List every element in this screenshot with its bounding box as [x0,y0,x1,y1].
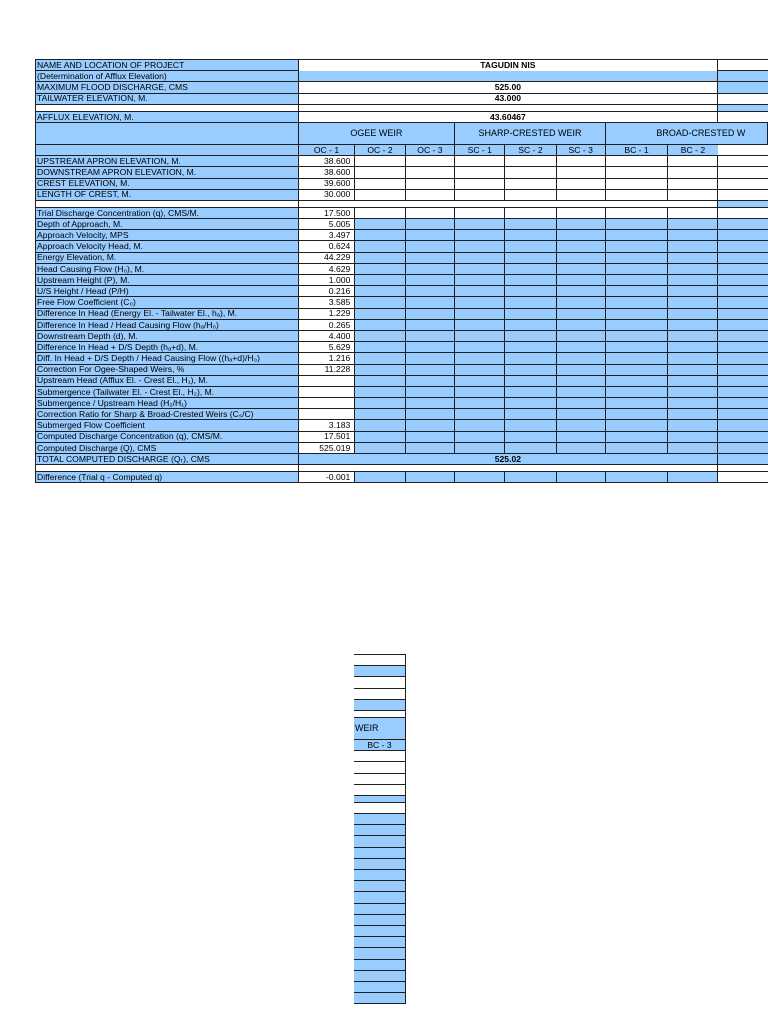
input-cell[interactable] [556,319,605,330]
second-page-fragment [354,654,406,1004]
row-label[interactable]: Computed Discharge (Q), CMS [36,442,299,453]
input-cell[interactable] [455,364,505,375]
input-cell[interactable] [505,286,556,297]
input-cell[interactable] [405,330,454,341]
input-cell[interactable] [355,219,405,230]
oc1-value-cell[interactable]: 0.216 [298,286,355,297]
oc1-value-cell[interactable]: 0.265 [298,319,355,330]
input-cell[interactable] [455,386,505,397]
input-cell[interactable] [556,230,605,241]
column-header-bc-3[interactable]: BC - 3 [354,739,406,750]
input-cell[interactable] [605,398,667,409]
input-cell[interactable] [505,398,556,409]
row-label[interactable]: Depth of Approach, M. [36,219,299,230]
input-cell[interactable] [605,308,667,319]
input-cell[interactable] [668,420,718,431]
input-cell[interactable] [455,297,505,308]
input-cell[interactable] [355,420,405,431]
input-cell[interactable] [405,219,454,230]
input-cell[interactable] [355,252,405,263]
afflux-label-cell[interactable]: AFFLUX ELEVATION, M. [36,111,299,122]
input-cell[interactable] [405,375,454,386]
input-cell[interactable] [455,207,505,218]
input-cell[interactable] [556,420,605,431]
column-header-oc-1[interactable]: OC - 1 [298,144,355,155]
input-cell[interactable] [355,308,405,319]
oc1-value-cell[interactable] [298,409,355,420]
input-cell[interactable] [505,275,556,286]
input-cell[interactable] [455,263,505,274]
input-cell[interactable] [556,308,605,319]
input-cell[interactable] [405,241,454,252]
table-row [36,178,768,189]
input-cell[interactable] [668,330,718,341]
input-cell[interactable] [355,330,405,341]
input-cell[interactable] [505,375,556,386]
input-cell[interactable] [455,167,505,178]
input-cell[interactable] [668,364,718,375]
input-cell[interactable] [668,263,718,274]
column-header-oc-3[interactable]: OC - 3 [405,144,454,155]
input-cell[interactable] [355,167,405,178]
input-cell[interactable] [605,275,667,286]
input-cell[interactable] [668,442,718,453]
input-cell[interactable] [668,189,718,200]
input-cell[interactable] [455,342,505,353]
table-row [36,189,768,200]
column-header-oc-2[interactable]: OC - 2 [355,144,405,155]
total-label-cell[interactable]: TOTAL COMPUTED DISCHARGE (Qₜ), CMS [36,454,299,465]
table-row [36,353,768,364]
input-cell[interactable] [556,167,605,178]
input-cell[interactable] [405,420,454,431]
input-cell[interactable] [556,398,605,409]
input-cell[interactable] [605,342,667,353]
input-cell[interactable] [455,375,505,386]
broad-crested-weir-header[interactable]: BROAD-CRESTED W [605,122,767,144]
input-cell[interactable] [405,442,454,453]
input-cell[interactable] [668,167,718,178]
input-cell[interactable] [355,431,405,442]
input-cell[interactable] [556,442,605,453]
input-cell[interactable] [355,156,405,167]
difference-label-cell[interactable]: Difference (Trial q - Computed q) [36,472,299,483]
input-cell[interactable] [455,409,505,420]
subtitle-cell[interactable]: (Determination of Afflux Elevation) [36,71,299,82]
input-cell[interactable] [668,297,718,308]
input-cell[interactable] [605,364,667,375]
input-cell[interactable] [605,230,667,241]
row-label[interactable]: Free Flow Coefficient (C₀) [36,297,299,308]
input-cell[interactable] [505,319,556,330]
oc1-value-cell[interactable] [298,375,355,386]
oc1-value-cell[interactable]: 17.500 [298,207,355,218]
input-cell[interactable] [405,207,454,218]
input-cell[interactable] [355,189,405,200]
total-value-cell[interactable]: 525.02 [298,454,718,465]
input-cell[interactable] [556,330,605,341]
input-cell[interactable] [605,263,667,274]
input-cell[interactable] [505,263,556,274]
input-cell[interactable] [556,364,605,375]
oc1-value-cell[interactable]: 1.216 [298,353,355,364]
input-cell[interactable] [505,353,556,364]
sharp-crested-weir-header[interactable]: SHARP-CRESTED WEIR [455,122,606,144]
column-header-sc-1[interactable]: SC - 1 [455,144,505,155]
row-label[interactable]: Correction For Ogee-Shaped Weirs, % [36,364,299,375]
input-cell[interactable] [455,330,505,341]
input-cell[interactable] [405,286,454,297]
input-cell[interactable] [505,431,556,442]
table-row [36,330,768,341]
input-cell[interactable] [605,178,667,189]
input-cell[interactable] [355,398,405,409]
input-cell[interactable] [405,189,454,200]
input-cell[interactable] [455,420,505,431]
input-cell[interactable] [505,442,556,453]
input-cell[interactable] [505,207,556,218]
input-cell[interactable] [455,353,505,364]
tailwater-label-cell[interactable]: TAILWATER ELEVATION, M. [36,93,299,104]
input-cell[interactable] [505,252,556,263]
input-cell[interactable] [668,386,718,397]
input-cell[interactable] [455,308,505,319]
input-cell[interactable] [405,263,454,274]
input-cell[interactable] [668,286,718,297]
input-cell[interactable] [668,375,718,386]
input-cell[interactable] [355,375,405,386]
table-row [36,420,768,431]
input-cell[interactable] [455,241,505,252]
input-cell[interactable] [505,178,556,189]
input-cell[interactable] [668,178,718,189]
input-cell[interactable] [455,275,505,286]
input-cell[interactable] [668,241,718,252]
row-label[interactable]: Approach Velocity Head, M. [36,241,299,252]
input-cell[interactable] [505,386,556,397]
row-label[interactable]: Correction Ratio for Sharp & Broad-Crested Weirs (Cₛ/C) [36,409,299,420]
row-label[interactable]: Computed Discharge Concentration (q), CMS/M. [36,431,299,442]
oc1-value-cell[interactable]: 1.229 [298,308,355,319]
input-cell[interactable] [505,230,556,241]
input-cell[interactable] [405,297,454,308]
table-row [36,286,768,297]
row-label[interactable]: Approach Velocity, MPS [36,230,299,241]
input-cell[interactable] [455,319,505,330]
column-header-bc-2[interactable]: BC - 2 [668,144,718,155]
input-cell[interactable] [556,219,605,230]
table-row [36,308,768,319]
column-header-sc-2[interactable]: SC - 2 [505,144,556,155]
flood-value-cell[interactable]: 525.00 [298,82,718,93]
input-cell[interactable] [355,178,405,189]
table-row [36,241,768,252]
tailwater-value-cell[interactable]: 43.000 [298,93,718,104]
difference-value-cell[interactable]: -0.001 [298,472,355,483]
broad-crested-weir-tail[interactable]: WEIR [354,717,406,739]
oc1-value-cell[interactable]: 0.624 [298,241,355,252]
input-cell[interactable] [455,286,505,297]
input-cell[interactable] [455,398,505,409]
row-label[interactable]: Difference In Head + D/S Depth (hₐ+d), M. [36,342,299,353]
table-row [36,263,768,274]
input-cell[interactable] [355,207,405,218]
table-row [36,342,768,353]
input-cell[interactable] [556,252,605,263]
row-label[interactable]: Energy Elevation, M. [36,252,299,263]
input-cell[interactable] [355,286,405,297]
row-label[interactable]: Downstream Depth (d), M. [36,330,299,341]
oc1-value-cell[interactable]: 525.019 [298,442,355,453]
input-cell[interactable] [505,167,556,178]
row-label[interactable]: Submerged Flow Coefficient [36,420,299,431]
oc1-value-cell[interactable] [298,398,355,409]
input-cell[interactable] [556,386,605,397]
input-cell[interactable] [505,342,556,353]
input-cell[interactable] [605,241,667,252]
input-cell[interactable] [605,330,667,341]
input-cell[interactable] [668,398,718,409]
input-cell[interactable] [556,263,605,274]
table-row [36,364,768,375]
table-row [36,442,768,453]
input-cell[interactable] [605,353,667,364]
input-cell[interactable] [455,219,505,230]
afflux-value-cell[interactable]: 43.60467 [298,111,718,122]
ogee-weir-header[interactable]: OGEE WEIR [298,122,455,144]
oc1-value-cell[interactable] [298,386,355,397]
input-cell[interactable] [505,308,556,319]
row-label[interactable]: Submergence / Upstream Head (H₂/H₁) [36,398,299,409]
input-cell[interactable] [355,442,405,453]
input-cell[interactable] [556,275,605,286]
input-cell[interactable] [355,275,405,286]
input-cell[interactable] [355,409,405,420]
input-cell[interactable] [455,178,505,189]
row-label[interactable]: Upstream Height (P), M. [36,275,299,286]
input-cell[interactable] [405,319,454,330]
flood-label-cell[interactable]: MAXIMUM FLOOD DISCHARGE, CMS [36,82,299,93]
table-row [36,252,768,263]
input-cell[interactable] [405,167,454,178]
oc1-value-cell[interactable]: 4.629 [298,263,355,274]
input-cell[interactable] [605,420,667,431]
input-cell[interactable] [505,241,556,252]
input-cell[interactable] [355,319,405,330]
input-cell[interactable] [355,342,405,353]
oc1-value-cell[interactable]: 38.600 [298,156,355,167]
input-cell[interactable] [605,431,667,442]
table-row [36,156,768,167]
input-cell[interactable] [355,364,405,375]
input-cell[interactable] [556,207,605,218]
input-cell[interactable] [405,308,454,319]
input-cell[interactable] [455,472,505,483]
input-cell[interactable] [505,472,556,483]
input-cell[interactable] [668,219,718,230]
oc1-value-cell[interactable]: 3.497 [298,230,355,241]
oc1-value-cell[interactable]: 5.005 [298,219,355,230]
input-cell[interactable] [668,156,718,167]
input-cell[interactable] [505,156,556,167]
row-label[interactable]: Difference In Head / Head Causing Flow (hₐ/H₀) [36,319,299,330]
input-cell[interactable] [605,189,667,200]
row-label[interactable]: DOWNSTREAM APRON ELEVATION, M. [36,167,299,178]
input-cell[interactable] [455,442,505,453]
row-label[interactable]: Trial Discharge Concentration (q), CMS/M. [36,207,299,218]
input-cell[interactable] [405,472,454,483]
input-cell[interactable] [556,472,605,483]
input-cell[interactable] [605,375,667,386]
input-cell[interactable] [605,442,667,453]
oc1-value-cell[interactable]: 4.400 [298,330,355,341]
column-header-bc-1[interactable]: BC - 1 [605,144,667,155]
input-cell[interactable] [556,342,605,353]
input-cell[interactable] [405,353,454,364]
row-label[interactable]: CREST ELEVATION, M. [36,178,299,189]
input-cell[interactable] [556,297,605,308]
input-cell[interactable] [455,252,505,263]
input-cell[interactable] [556,156,605,167]
table-row [36,319,768,330]
oc1-value-cell[interactable]: 3.585 [298,297,355,308]
oc1-value-cell[interactable]: 30.000 [298,189,355,200]
input-cell[interactable] [355,297,405,308]
input-cell[interactable] [355,472,405,483]
input-cell[interactable] [355,241,405,252]
input-cell[interactable] [556,375,605,386]
input-cell[interactable] [668,342,718,353]
oc1-value-cell[interactable]: 5.629 [298,342,355,353]
table-row [36,375,768,386]
row-label[interactable]: U/S Height / Head (P/H) [36,286,299,297]
input-cell[interactable] [605,472,667,483]
input-cell[interactable] [505,189,556,200]
table-row [36,386,768,397]
oc1-value-cell[interactable]: 44.229 [298,252,355,263]
row-label[interactable]: LENGTH OF CREST, M. [36,189,299,200]
input-cell[interactable] [455,156,505,167]
input-cell[interactable] [605,156,667,167]
input-cell[interactable] [505,409,556,420]
input-cell[interactable] [455,431,505,442]
input-cell[interactable] [668,431,718,442]
input-cell[interactable] [605,252,667,263]
input-cell[interactable] [405,386,454,397]
input-cell[interactable] [505,330,556,341]
input-cell[interactable] [505,364,556,375]
input-cell[interactable] [355,230,405,241]
input-cell[interactable] [556,189,605,200]
project-label-cell[interactable]: NAME AND LOCATION OF PROJECT [36,60,299,71]
table-row [36,431,768,442]
input-cell[interactable] [405,342,454,353]
row-label[interactable]: Head Causing Flow (H₀), M. [36,263,299,274]
input-cell[interactable] [668,319,718,330]
input-cell[interactable] [505,219,556,230]
column-header-sc-3[interactable]: SC - 3 [556,144,605,155]
input-cell[interactable] [605,207,667,218]
input-cell[interactable] [455,189,505,200]
oc1-value-cell[interactable]: 39.600 [298,178,355,189]
input-cell[interactable] [405,431,454,442]
table-row [36,207,768,218]
oc1-value-cell[interactable]: 11.228 [298,364,355,375]
input-cell[interactable] [668,353,718,364]
input-cell[interactable] [355,263,405,274]
row-label[interactable]: Upstream Head (Afflux El. - Crest El., H₁), M. [36,375,299,386]
oc1-value-cell[interactable]: 3.183 [298,420,355,431]
row-label[interactable]: UPSTREAM APRON ELEVATION, M. [36,156,299,167]
input-cell[interactable] [355,386,405,397]
table-row [36,230,768,241]
input-cell[interactable] [556,286,605,297]
input-cell[interactable] [405,252,454,263]
row-label[interactable]: Diff. In Head + D/S Depth / Head Causing Flow ((hₐ+d)/H₀) [36,353,299,364]
input-cell[interactable] [455,230,505,241]
row-label[interactable]: Submergence (Tailwater El. - Crest El., H₂), M. [36,386,299,397]
input-cell[interactable] [605,286,667,297]
input-cell[interactable] [556,353,605,364]
table-row [36,275,768,286]
input-cell[interactable] [668,207,718,218]
input-cell[interactable] [605,409,667,420]
input-cell[interactable] [405,409,454,420]
table-row [36,297,768,308]
oc1-value-cell[interactable]: 38.600 [298,167,355,178]
input-cell[interactable] [556,431,605,442]
afflux-computation-sheet [35,59,768,483]
input-cell[interactable] [605,297,667,308]
input-cell[interactable] [405,275,454,286]
input-cell[interactable] [668,275,718,286]
input-cell[interactable] [405,364,454,375]
input-cell[interactable] [668,409,718,420]
table-row [36,167,768,178]
row-label[interactable]: Difference In Head (Energy El. - Tailwater El., hₐ), M. [36,308,299,319]
input-cell[interactable] [668,230,718,241]
input-cell[interactable] [668,308,718,319]
input-cell[interactable] [605,219,667,230]
input-cell[interactable] [505,297,556,308]
input-cell[interactable] [505,420,556,431]
input-cell[interactable] [355,353,405,364]
input-cell[interactable] [405,398,454,409]
input-cell[interactable] [405,178,454,189]
input-cell[interactable] [556,178,605,189]
oc1-value-cell[interactable]: 17.501 [298,431,355,442]
table-row [36,398,768,409]
table-row [36,219,768,230]
input-cell[interactable] [668,252,718,263]
oc1-value-cell[interactable]: 1.000 [298,275,355,286]
input-cell[interactable] [605,386,667,397]
table-row [36,409,768,420]
input-cell[interactable] [556,409,605,420]
project-value-cell[interactable]: TAGUDIN NIS [298,60,718,71]
input-cell[interactable] [668,472,718,483]
input-cell[interactable] [405,156,454,167]
input-cell[interactable] [405,230,454,241]
input-cell[interactable] [605,167,667,178]
input-cell[interactable] [605,319,667,330]
input-cell[interactable] [556,241,605,252]
